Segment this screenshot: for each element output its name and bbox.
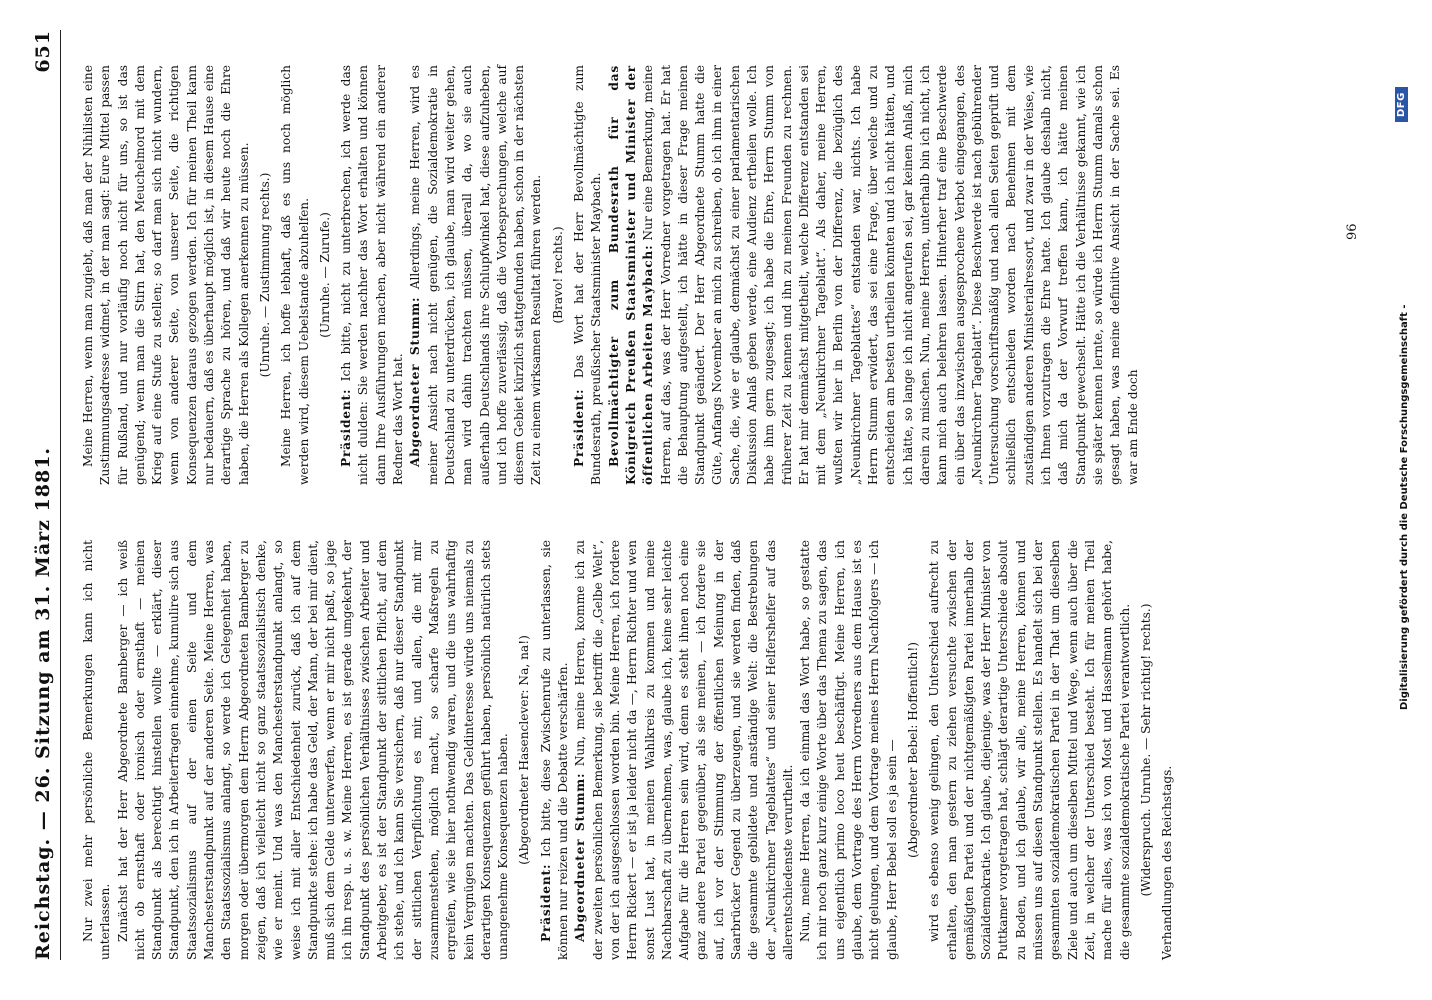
- speaker-name: Präsident:: [572, 388, 587, 467]
- speaker-name: Abgeordneter Stumm:: [573, 772, 588, 942]
- interjection: (Abgeordneter Hasenclever: Na, na!): [517, 635, 532, 865]
- body-paragraph: wird es ebenso wenig gelingen, den Unterschied aufrecht zu erhalten, den man gestern zu ziehen versuchte zwischen der gemäßigten Partei und der nichtgemäßigten Partei innerhalb der Sozialdemokratie. Ich glaube, diejenige, was der Herr Minister von Puttkamer vorgetragen hat, schlägt derartige Unterschiede absolut zu Boden, und ich glaube, wir alle, meine Herren, können und müssen uns auf diesen Standpunkt stellen. Es handelt sich bei der gesammten sozialdemokratischen Partei in der That um dieselben Ziele und auch um dieselben Mittel und Wege, wenn auch über die Zeit, in welcher der Unterschied besteht. Ich für meinen Theil mache für alles, was ich von Most und Hasselmann gehört habe, die gesammte sozialdemokratische Partei verantwortlich.: [927, 540, 1132, 960]
- speaker-name: Bevollmächtigter zum Bundesrath für das Königreich Preußen Staatsminister und Minister der öffentlichen Arbeiten Maybach:: [606, 65, 656, 485]
- running-head-title: Reichstag. — 26. Sitzung am 31. März 1881.: [32, 446, 54, 960]
- speech-paragraph: [338, 65, 407, 485]
- text-column-left: [80, 540, 1176, 960]
- speaker-name: Präsident:: [339, 388, 354, 467]
- speech-paragraph: [572, 540, 797, 960]
- dfg-logo: DFG: [1395, 87, 1408, 122]
- body-paragraph: Nun, meine Herren, da ich einmal das Wort habe, so gestatte ich mir noch ganz kurz einige Worte über das Thema zu sagen, das uns eigentlich primo loco heut beschäftigt. Meine Herren, ich glaube, dem Vortrage des Herrn Vorredners aus dem Hause ist es nicht gelungen, und dem Vortrage meines Herrn Nachfolgers — ich glaube, Herr Bebel soll es ja sein —: [798, 540, 899, 960]
- page-number: 651: [32, 30, 54, 73]
- speech-text: Allerdings, meine Herren, wird es meiner Ansicht nach nicht genügen, die Sozialdemokratie in Deutschland zu unterdrücken, ich glaube, man wird weiter gehen, man wird dahin trachten müssen, überall da, wo sie auch außerhalb Deutschlands ihre Schlupfwinkel hat, diese aufzuheben, und ich hoffe zuverlässig, daß die Vorbesprechungen, welche auf diesem Gebiet kürzlich stattgefunden haben, schon in der nächsten Zeit zu einem wirksamen Resultat führen werden.: [408, 65, 544, 485]
- speech-paragraph: [571, 65, 606, 485]
- interjection: (Unruhe. — Zustimmung rechts.): [257, 172, 272, 378]
- digitization-note: [1385, 0, 1425, 1000]
- footer-line: Verhandlungen des Reichstags.: [1160, 765, 1175, 960]
- speech-text: Ich bitte, nicht zu unterbrechen, ich werde das nicht dulden: Sie werden nachher das Wort erhalten und können dann Ihre Ausführungen machen, aber nicht während ein anderer Redner das Wort hat.: [339, 65, 406, 485]
- sheet-signature: 96: [1345, 223, 1360, 240]
- interjection: (Abgeordneter Bebel: Hoffentlich!): [905, 642, 920, 858]
- speech-text: Das Wort hat der Herr Bevollmächtigte zum Bundesrath, preußischer Staatsminister Maybach.: [572, 65, 604, 485]
- interjection: (Widerspruch. Unruhe. — Sehr richtig! rechts.): [1138, 603, 1153, 897]
- text-column-right: [80, 65, 1142, 485]
- speech-text: Nun, meine Herren, komme ich zu der zweiten persönlichen Bemerkung, sie betrifft die „Gelbe Welt“, von der ich ausgeschlossen worden bin. Meine Herren, ich fordere Herrn Rickert — er ist ja leider nicht da —, Herrn Richter und wen sonst Lust hat, in meinen Wahlkreis zu kommen und meine Nachbarschaft zu übernehmen, was, glaube ich, keine sehr leichte Aufgabe für die Herren sein wird, denn es steht ihnen noch eine ganz andere Partei gegenüber, als sie meinen, — ich fordere sie auf, ich vor der Stimmung der öffentlichen Meinung in der Saarbrücker Gegend zu überzeugen, und sie werden finden, daß die gesammte gebildete und anständige Welt: die Bestrebungen der „Neunkirchner Tageblattes“ und seiner Helfershelfer auf das allerentschiedenste verurtheilt.: [573, 540, 795, 960]
- body-paragraph: Meine Herren, wenn man zugiebt, daß man der Nihilisten eine Zustimmungsadresse widmet, in der man sagt: Eure Mittel passen für Rußland, und nur vorläufig noch nicht für uns, so ist das genügend; wenn man die Stirn hat, den Meuchelmord mit dem Krieg auf eine Stufe zu stellen; so darf man sich nicht wundern, wenn von anderer Seite, von unserer Seite, die richtigen Konsequenzen daraus gezogen werden. Ich für meinen Theil kann nur bedauern, daß es überhaupt möglich ist, in diesem Hause eine derartige Sprache zu hören, und daß wir heute noch die Ehre haben, die Herren als Kollegen anerkennen zu müssen.: [81, 65, 251, 485]
- speech-text: Nur eine Bemerkung, meine Herren, auf das, was der Herr Vorredner vorgetragen hat. Er hat die Behauptung aufgestellt, ich hätte in dieser Frage meinen Standpunkt geändert. Der Herr Abgeordnete Stumm hatte die Güte, Anfangs November an mich zu schreiben, ob ich ihm in einer Sache, die, wie er glaube, demnächst zu einer parlamentarischen Diskussion Anlaß geben werde, eine Audienz ertheilen wolle. Ich habe ihm gern zugesagt; ich habe die Ehre, Herrn Stumm von früherer Zeit zu kennen und ihn zu meinen Freunden zu rechnen. Er hat mir demnächst mitgetheilt, welche Differenz entstanden sei mit dem „Neunkirchner Tageblatt“. Als daher, meine Herren, wußten wir hier in Berlin von der Differenz, die bezüglich des „Neunkirchner Tageblattes“ entstanden war, nichts. Ich habe Herrn Stumm erwidert, das sei eine Frage, über welche und zu entscheiden am besten urtheilen könnten und ich nicht hätten, und ich hätte, so lange ich nicht angerufen sei, gar keinen Anlaß, mich darein zu mischen. Nun, meine Herren, unterhalb bin ich nicht, ich kann mich auch belehren lassen. Hinterher traf eine Beschwerde ein über das inzwischen ausgesprochene Verbot eingegangen, des „Neunkirchner Tageblatt“. Diese Beschwerde ist nach gebührender Untersuchung vorschriftsmäßig und nach allen Seiten geprüft und schließlich entschieden worden nach Benehmen mit dem zuständigen anderen Ministerialressort, und zwar in der Weise, wie ich Ihnen vorzutragen die Ehre hatte. Ich glaube deshalb nicht, daß mich da der Vorwurf treffen kann, ich hätte meinen Standpunkt gewechselt. Hätte ich die Verhältnisse gekannt, wie ich sie später kennen lernte, so würde ich Herrn Stumm damals schon gesagt haben, was meine definitive Ansicht in der Sache sei. Es war am Ende doch: [641, 65, 1140, 485]
- interjection: (Bravo! rechts.): [550, 226, 565, 324]
- speech-paragraph: [606, 65, 1142, 485]
- body-paragraph: Nur zwei mehr persönliche Bemerkungen kann ich nicht unterlassen.: [81, 540, 113, 960]
- speech-text: Ich bitte, diese Zwischenrufe zu unterlassen, sie können nur reizen und die Debatte verschärfen.: [538, 540, 571, 960]
- interjection: (Unruhe. — Zurufe.): [317, 212, 332, 338]
- running-head: [30, 30, 61, 960]
- speaker-name: Abgeordneter Stumm:: [408, 296, 423, 467]
- body-paragraph: Meine Herren, ich hoffe lebhaft, daß es uns noch möglich werden wird, diesem Uebelstande abzuhelfen.: [279, 65, 311, 485]
- body-paragraph: Zunächst hat der Herr Abgeordnete Bamberger — ich weiß nicht ob ernsthaft oder ironisch oder ernsthaft — meinen Standpunkt als berechtigt hinstellen wollte — erklärt, dieser Standpunkt, den ich in Arbeiterfragen einnehme, kumulire sich aus Staatssozialismus auf der einen Seite und dem Manchesterstandpunkt auf der anderen Seite. Meine Herren, was den Staatssozialismus anlangt, so werde ich Gelegenheit haben, morgen oder übermorgen dem Herrn Abgeordneten Bamberger zu zeigen, daß ich vielleicht nicht so ganz staatssozialistisch denke, wie er meint. Und was den Manchesterstandpunkt anlangt, so weise ich mit aller Entschiedenheit zurück, daß ich auf dem Standpunkte stehe: ich habe das Geld, der Mann, der bei mir dient, muß sich dem Gelde unterwerfen, wenn er mir nicht paßt, so jage ich ihn resp. u. s. w. Meine Herren, es ist gerade umgekehrt, der Standpunkt des persönlichen Verhältnisses zwischen Arbeiter und Arbeitgeber, es ist der Standpunkt der sittlichen Pflicht, auf dem ich stehe, und ich kann Sie versichern, daß nur dieser Standpunkt der sittlichen Verpflichtung es mir, und allen, die mit mir zusammenstehen, möglich macht, so scharfe Maßregeln zu ergreifen, wie sie hier nothwendig waren, und die uns wahrhaftig kein Vergnügen machten. Das Geldinteresse würde uns niemals zu derartigen Konsequenzen geführt haben, persönlich natürlich stets unangenehme Konsequenzen haben.: [115, 540, 511, 960]
- speech-paragraph: [407, 65, 545, 485]
- speaker-name: Präsident:: [538, 863, 553, 942]
- digitization-text: Digitalisierung gefördert durch die Deutsche Forschungsgemeinschaft -: [1399, 304, 1410, 710]
- speech-paragraph: [538, 540, 573, 960]
